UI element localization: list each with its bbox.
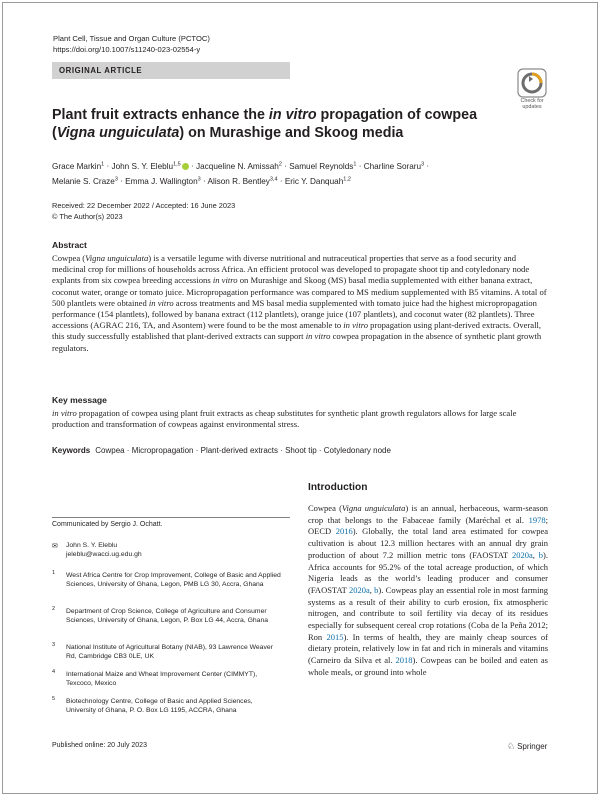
published-online: Published online: 20 July 2023 [52,742,147,749]
introduction-heading: Introduction [308,482,368,493]
contact-name: John S. Y. Eleblu [66,542,118,549]
contact-email[interactable]: jeleblu@wacci.ug.edu.gh [66,551,142,558]
journal-header [53,33,210,55]
springer-horse-icon: ♘ [507,741,516,751]
abstract-heading: Abstract [52,240,87,250]
article-type-band [52,62,290,79]
author[interactable]: Samuel Reynolds$^1$ [289,161,357,171]
author[interactable]: Eric Y. Danquah$^{1,2}$ [284,176,351,186]
author-list: Grace Markin$^1$ · John S. Y. Eleblu$^{1,5}$ · Jacqueline N. Amissah$^2$ · Samuel Reynolds$^1$ · Charline Soraru$^3$ · Melanie S. Craze$^3$ · Emma J. Wallington$^3$ · Alison R. Bentley$^{3,4}$ · Eric Y. Danquah$^{1,2}$ [52,161,430,186]
citation-link[interactable]: b [374,584,379,595]
author[interactable]: John S. Y. Eleblu$^{1,5}$ [111,162,188,171]
citation-link[interactable]: 2018 [395,655,413,666]
keywords-label: Keywords [52,446,91,455]
key-message-heading: Key message [52,395,107,405]
publisher-logo: ♘ Springer [507,741,548,751]
citation-link[interactable]: 2015 [326,631,344,642]
citation-link[interactable]: b [538,549,544,560]
introduction-text: Cowpea (Vigna unguiculata) is an annual, herbaceous, warm-season crop that belongs to the Fabaceae family (Maréchal et al. 1978; OECD 2016). Globally, the total land area estimated for cowpea cultivation is about 12.3 million hectares with an annual dry grain production of about 7.2 million metric tons (FAOSTAT 2020a, b). Africa accounts for 95.2% of the total acreage production, of which Nigeria leads as the world’s leading producer and consumer (FAOSTAT 2020a, b). Cowpeas play an essential role in most farming systems as a result of their ability to curb erosion, fix atmospheric nitrogen, and contribute to soil fertility via decay of its residues especially for subsequent cereal crop rotations (Coba de la Peña 2012; Ron 2015). In terms of health, they are mainly cheap sources of dietary protein, relatively low in fat and rich in minerals and vitamins (Carneiro da Silva et al. 2018). Cowpeas can be boiled and eaten as whole meals, or ground into whole [308,503,549,677]
article-type-label: ORIGINAL ARTICLE [59,66,143,75]
communicated-by: Communicated by Sergio J. Ochatt. [52,521,163,528]
check-for-updates-icon[interactable] [517,68,547,98]
doi-link[interactable]: https://doi.org/10.1007/s11240-023-02554-y [53,45,201,54]
citation-link[interactable]: 1978 [528,514,546,525]
author[interactable]: Jacqueline N. Amissah$^2$ [196,161,282,171]
abstract-text: Cowpea (Vigna unguiculata) is a versatile legume with diverse nutritional and nutraceutical properties that serve as a food security and medicinal crop for millions of households across Africa. An efficient protocol was developed to propagate shoot tip and cotyledonary node explants from six cowpea breeding accessions in vitro on Murashige and Skoog (MS) basal media supplemented with either banana extract, coconut water, orange or tomato juice. Micropropagation performance was compared to MS medium supplemented with B5 vitamins. A total of 500 plantlets were obtained in vitro across treatments and MS basal media supplemented with tomato juice had the highest micropropagation performance (154 plantlets), followed by banana extract (112 plantlets), orange juice (107 plantlets), and coconut water (82 plantlets). Three accessions (AGRAC 216, TA, and Asontem) were found to be the most amenable to in vitro propagation using plant-derived extracts. Overall, this study successfully established that plant-derived extracts can support in vitro cowpea propagation in the absence of synthetic plant growth regulators. [52,253,547,353]
article-title: Plant fruit extracts enhance the in vitro propagation of cowpea (Vigna unguiculata) on Murashige and Skoog media [52,107,478,141]
footnote-divider [52,517,290,518]
received-accepted: Received: 22 December 2022 / Accepted: 16 June 2023 [52,201,236,210]
copyright: © The Author(s) 2023 [52,211,123,221]
article-dates [52,201,235,222]
author[interactable]: Melanie S. Craze$^3$ [52,176,118,186]
citation-link[interactable]: 2016 [335,526,353,537]
author[interactable]: Grace Markin$^1$ [52,161,105,171]
check-for-updates-label[interactable]: Check for updates [520,98,544,110]
key-message-text: in vitro propagation of cowpea using plant fruit extracts as cheap substitutes for synthetic plant growth regulators allows for large scale production and transformation of cowpeas against environmental stress. [52,408,517,430]
citation-link[interactable]: 2020a [511,549,533,560]
author[interactable]: Charline Soraru$^3$ [363,161,425,171]
citation-link[interactable]: 2020a [348,584,370,595]
email-icon: ✉ [52,543,58,550]
orcid-icon[interactable] [182,163,189,170]
keywords-list: Cowpea · Micropropagation · Plant-derived extracts · Shoot tip · Cotyledonary node [95,446,391,455]
author[interactable]: Emma J. Wallington$^3$ [125,176,201,186]
author[interactable]: Alison R. Bentley$^{3,4}$ [207,176,278,186]
journal-name: Plant Cell, Tissue and Organ Culture (PCTOC) [53,34,210,43]
keywords [52,446,548,455]
